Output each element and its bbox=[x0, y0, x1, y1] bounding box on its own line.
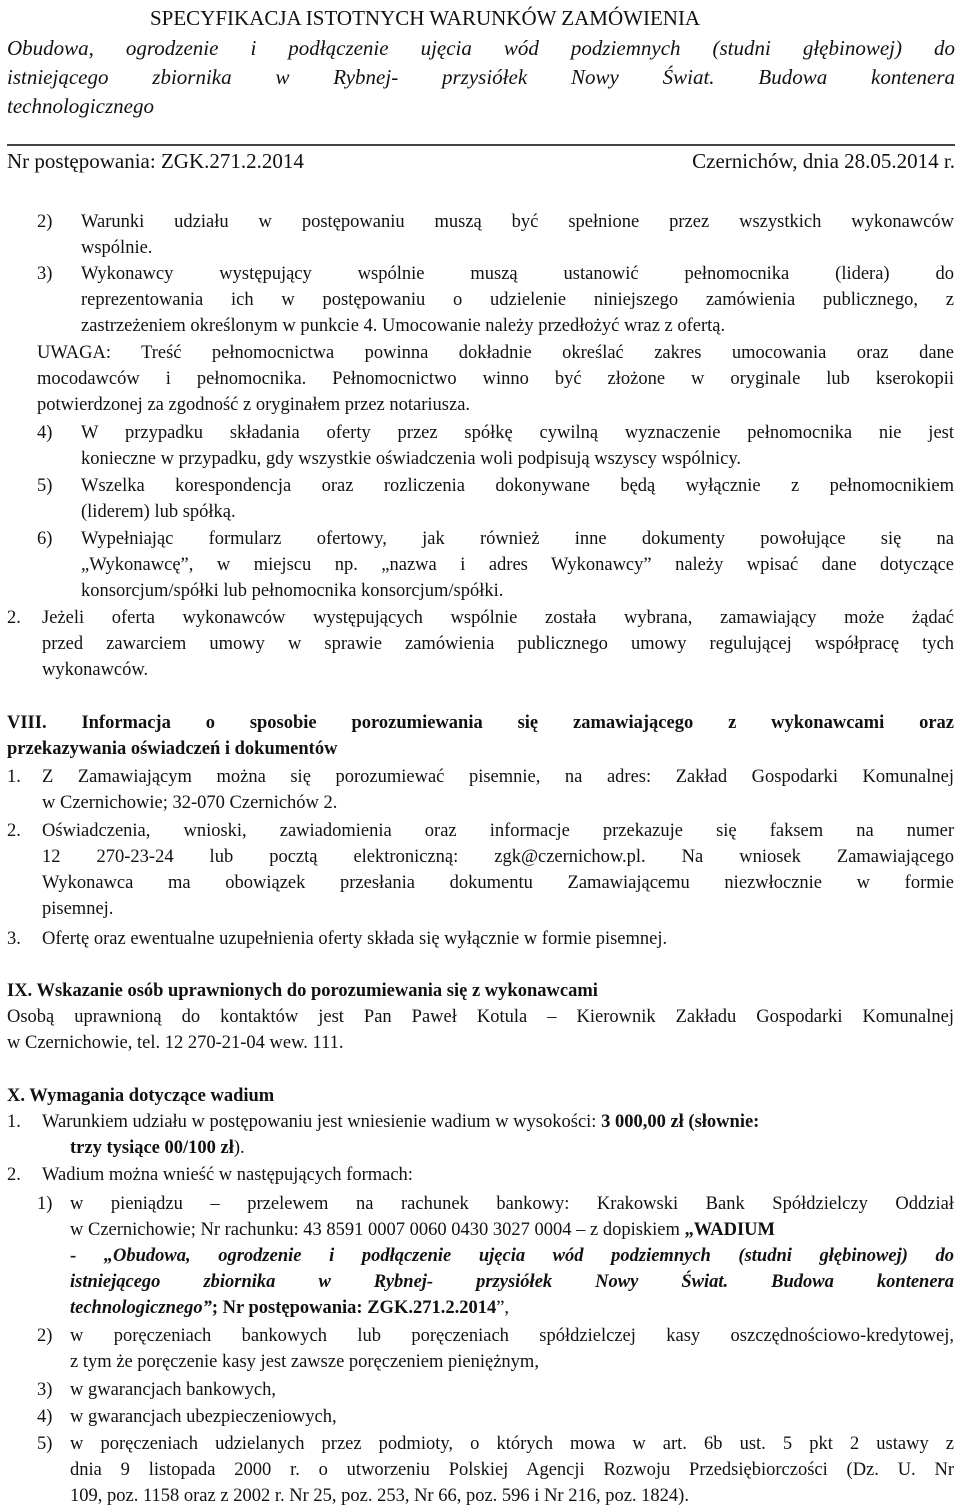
subject-quote: technologicznego” bbox=[70, 1298, 212, 1318]
text-line: Jeżeli oferta wykonawców występujących wspólnie została wybrana, zamawiający może żądać bbox=[42, 608, 954, 628]
text-line: UWAGA: Treść pełnomocnictwa powinna dokładnie określać zakres umocowania oraz dane bbox=[37, 343, 954, 363]
subject-line: technologicznego bbox=[7, 94, 154, 118]
subject-quote: „Obudowa, ogrodzenie i podłączenie ujęcia wód podziemnych (studni głębinowej) do bbox=[103, 1246, 954, 1266]
list-number: 5) bbox=[37, 1434, 53, 1454]
section-heading: VIII. Informacja o sposobie porozumiewania się zamawiającego z wykonawcami oraz bbox=[7, 713, 954, 733]
text-run: w Czernichowie; Nr rachunku: 43 8591 0007 0060 0430 3027 0004 – z dopiskiem bbox=[70, 1220, 680, 1240]
list-number: 3) bbox=[37, 264, 53, 284]
amount-text: 3 000,00 zł (słownie: bbox=[601, 1112, 760, 1132]
text-run: ). bbox=[233, 1138, 245, 1158]
text-line: (liderem) lub spółką. bbox=[81, 502, 236, 522]
text-line: Osobą uprawnioną do kontaktów jest Pan Paweł Kotula – Kierownik Zakładu Gospodarki Komunalnej bbox=[7, 1007, 954, 1027]
subject-line: Obudowa, ogrodzenie i podłączenie ujęcia wód podziemnych (studni głębinowej) do bbox=[7, 36, 955, 60]
text-line: Wykonawca ma obowiązek przesłania dokumentu Zamawiającemu niezwłocznie w formie bbox=[42, 873, 954, 893]
list-number: 4) bbox=[37, 1407, 53, 1427]
text-run: Warunkiem udziału w postępowaniu jest wniesienie wadium w wysokości: bbox=[42, 1112, 597, 1132]
section-heading: X. Wymagania dotyczące wadium bbox=[7, 1086, 275, 1106]
list-number: 1. bbox=[7, 1112, 21, 1132]
list-number: 6) bbox=[37, 529, 53, 549]
text-line: W przypadku składania oferty przez spółkę cywilną wyznaczenie pełnomocnika nie jest bbox=[81, 423, 954, 443]
text-line bbox=[70, 1135, 245, 1161]
list-number: 2. bbox=[7, 608, 21, 628]
subject-line: istniejącego zbiornika w Rybnej- przysiółek Nowy Świat. Budowa kontenera bbox=[7, 65, 955, 89]
text-line: z tym że poręczenie kasy jest zawsze poręczeniem pieniężnym, bbox=[70, 1352, 539, 1372]
wadium-tag: „WADIUM bbox=[684, 1220, 775, 1240]
header-divider bbox=[7, 144, 955, 146]
text-line bbox=[42, 1109, 759, 1135]
text-line: 12 270-23-24 lub pocztą elektroniczną: zgk@czernichow.pl. Na wniosek Zamawiającego bbox=[42, 847, 954, 867]
case-number-ref: ; Nr postępowania: ZGK.271.2.2014 bbox=[211, 1298, 497, 1318]
procurement-subject bbox=[7, 34, 955, 121]
list-number: 1. bbox=[7, 767, 21, 787]
list-number: 4) bbox=[37, 423, 53, 443]
text-line: przed zawarciem umowy w sprawie zamówienia publicznego umowy regulującej współpracę tych bbox=[42, 634, 954, 654]
text-line: Wszelka korespondencja oraz rozliczenia dokonywane będą wyłącznie z pełnomocnikiem bbox=[81, 476, 954, 496]
text-line: Oświadczenia, wnioski, zawiadomienia oraz informacje przekazuje się faksem na numer bbox=[42, 821, 954, 841]
text-line: konieczne w przypadku, gdy wszystkie oświadczenia woli podpisują wszyscy wspólnicy. bbox=[81, 449, 742, 469]
text-line: Wykonawcy występujący wspólnie muszą ustanowić pełnomocnika (lidera) do bbox=[81, 264, 954, 284]
text-line: Wadium można wnieść w następujących formach: bbox=[42, 1165, 413, 1185]
text-line: dnia 9 listopada 2000 r. o utworzeniu Polskiej Agencji Rozwoju Przedsiębiorczości (Dz. U. Nr bbox=[70, 1460, 954, 1480]
list-number: 1) bbox=[37, 1194, 53, 1214]
text-line: konsorcjum/spółki lub pełnomocnika konsorcjum/spółki. bbox=[81, 581, 504, 601]
list-number: 3. bbox=[7, 929, 21, 949]
text-line: w poręczeniach udzielanych przez podmioty, o których mowa w art. 6b ust. 5 pkt 2 ustawy z bbox=[70, 1434, 954, 1454]
list-number: 3) bbox=[37, 1380, 53, 1400]
list-number: 2) bbox=[37, 212, 53, 232]
amount-words: trzy tysiące 00/100 zł bbox=[70, 1138, 234, 1158]
text-line: w pieniądzu – przelewem na rachunek bankowy: Krakowski Bank Spółdzielczy Oddział bbox=[70, 1194, 954, 1214]
section-heading: IX. Wskazanie osób uprawnionych do porozumiewania się z wykonawcami bbox=[7, 981, 598, 1001]
text-run: - bbox=[70, 1246, 104, 1266]
text-line: w Czernichowie; 32-070 Czernichów 2. bbox=[42, 793, 338, 813]
text-line bbox=[70, 1217, 775, 1243]
place-date: Czernichów, dnia 28.05.2014 r. bbox=[692, 149, 955, 173]
text-line: w gwarancjach ubezpieczeniowych, bbox=[70, 1407, 337, 1427]
subject-quote: istniejącego zbiornika w Rybnej- przysiółek Nowy Świat. Budowa kontenera bbox=[70, 1272, 954, 1292]
text-line: reprezentowania ich w postępowaniu o udzielenie niniejszego zamówienia publicznego, z bbox=[81, 290, 954, 310]
text-line: Ofertę oraz ewentualne uzupełnienia oferty składa się wyłącznie w formie pisemnej. bbox=[42, 929, 668, 949]
text-line: pisemnej. bbox=[42, 899, 114, 919]
text-line: w poręczeniach bankowych lub poręczeniach spółdzielczej kasy oszczędnościowo-kredytowej, bbox=[70, 1326, 954, 1346]
text-line: w gwarancjach bankowych, bbox=[70, 1380, 276, 1400]
document-title: SPECYFIKACJA ISTOTNYCH WARUNKÓW ZAMÓWIENIA bbox=[150, 6, 701, 30]
list-number: 5) bbox=[37, 476, 53, 496]
case-number: Nr postępowania: ZGK.271.2.2014 bbox=[7, 149, 304, 173]
text-line bbox=[70, 1243, 954, 1269]
text-line: Warunki udziału w postępowaniu muszą być spełnione przez wszystkich wykonawców bbox=[81, 212, 954, 232]
text-line: mocodawców i pełnomocnika. Pełnomocnictwo winno być złożone w oryginale lub kserokopii bbox=[37, 369, 954, 389]
text-line: Wypełniając formularz ofertowy, jak również inne dokumenty powołujące się na bbox=[81, 529, 954, 549]
text-line: 109, poz. 1158 oraz z 2002 r. Nr 25, poz. 253, Nr 66, poz. 596 i Nr 216, poz. 1824). bbox=[70, 1486, 689, 1506]
list-number: 2. bbox=[7, 1165, 21, 1185]
section-heading: przekazywania oświadczeń i dokumentów bbox=[7, 739, 338, 759]
text-line: potwierdzonej za zgodność z oryginałem przez notariusza. bbox=[37, 395, 471, 415]
text-line: „Wykonawcę”, w miejscu np. „nazwa i adres Wykonawcy” należy wpisać dane dotyczące bbox=[81, 555, 954, 575]
text-line: zastrzeżeniem określonym w punkcie 4. Umocowanie należy przedłożyć wraz z ofertą. bbox=[81, 316, 726, 336]
text-line: wspólnie. bbox=[81, 238, 153, 258]
text-line: w Czernichowie, tel. 12 270-21-04 wew. 111. bbox=[7, 1033, 344, 1053]
list-number: 2) bbox=[37, 1326, 53, 1346]
text-run: ”, bbox=[496, 1298, 510, 1318]
text-line: Z Zamawiającym można się porozumiewać pisemnie, na adres: Zakład Gospodarki Komunalnej bbox=[42, 767, 954, 787]
text-line: wykonawców. bbox=[42, 660, 149, 680]
text-line bbox=[70, 1295, 509, 1321]
list-number: 2. bbox=[7, 821, 21, 841]
